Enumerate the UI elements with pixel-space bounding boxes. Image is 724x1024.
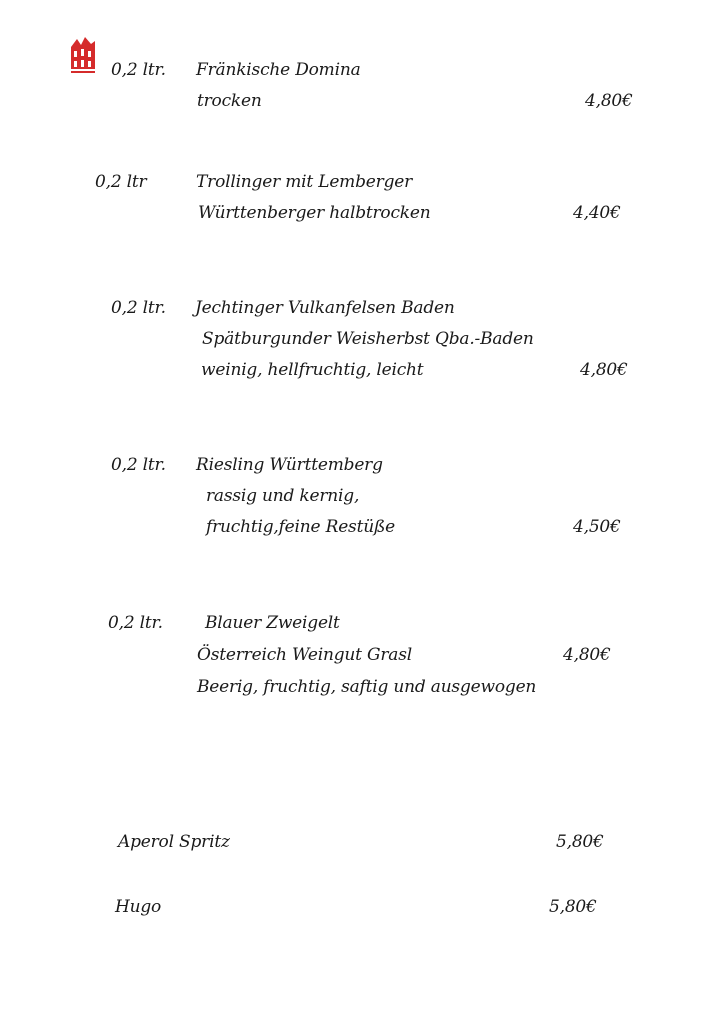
wine-amount: 0,2 ltr. [111, 298, 166, 318]
wine-name: Blauer Zweigelt [205, 613, 340, 633]
wine-description: rassig und kernig, [206, 486, 360, 506]
wine-price: 4,80€ [580, 360, 628, 380]
drink-name: Aperol Spritz [118, 832, 230, 852]
wine-description: trocken [197, 91, 262, 111]
wine-price: 4,80€ [563, 645, 611, 665]
drink-name: Hugo [115, 897, 162, 917]
wine-description: Beerig, fruchtig, saftig und ausgewogen [197, 677, 537, 697]
wine-description: Österreich Weingut Grasl [197, 645, 412, 665]
wine-description: Württenberger halbtrocken [198, 203, 431, 223]
wine-description: Spätburgunder Weisherbst Qba.-Baden [202, 329, 534, 349]
wine-amount: 0,2 ltr. [111, 60, 166, 80]
wine-price: 4,50€ [573, 517, 621, 537]
drink-price: 5,80€ [549, 897, 597, 917]
wine-name: Fränkische Domina [196, 60, 361, 80]
wine-amount: 0,2 ltr. [111, 455, 166, 475]
wine-name: Trollinger mit Lemberger [196, 172, 413, 192]
wine-description: weinig, hellfruchtig, leicht [201, 360, 424, 380]
wine-price: 4,80€ [585, 91, 633, 111]
wine-amount: 0,2 ltr. [108, 613, 163, 633]
drink-price: 5,80€ [556, 832, 604, 852]
wine-name: Riesling Württemberg [196, 455, 383, 475]
wine-amount: 0,2 ltr [95, 172, 147, 192]
wine-name: Jechtinger Vulkanfelsen Baden [195, 298, 455, 318]
wine-price: 4,40€ [573, 203, 621, 223]
red-house-logo-icon [69, 35, 97, 75]
wine-description: fruchtig,feine Restüße [206, 517, 395, 537]
